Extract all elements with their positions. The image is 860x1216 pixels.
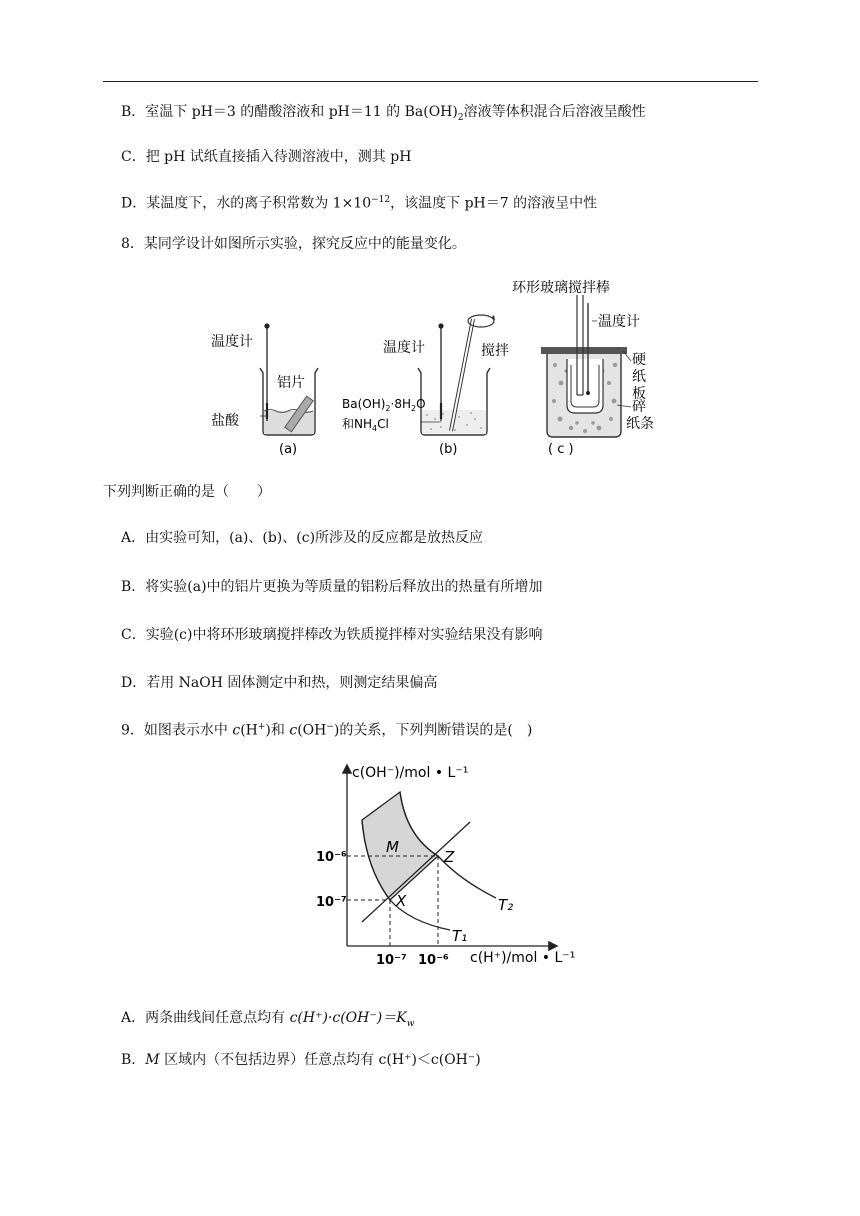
label-a-aluminum: 铝片 <box>277 375 305 391</box>
label-c-scrap-1: 碎 <box>632 399 646 415</box>
graph-point-m: M <box>386 838 399 856</box>
q9-stem: 9．如图表示水中 c(H+)和 c(OH−)的关系，下列判断错误的是( ) <box>121 722 533 739</box>
graph-y-tick-lo: 10⁻⁷ <box>316 895 347 910</box>
label-c-board-1: 硬 <box>632 352 646 368</box>
graph-y-tick-hi: 10⁻⁶ <box>316 850 347 865</box>
graph-point-z: Z <box>444 848 455 866</box>
q7-option-c: C．把 pH 试纸直接插入待测溶液中，测其 pH <box>121 149 412 165</box>
graph-y-label: c(OH⁻)/mol • L⁻¹ <box>352 765 469 781</box>
graph-x-tick-hi: 10⁻⁶ <box>418 953 449 968</box>
q8-stem: 8．某同学设计如图所示实验，探究反应中的能量变化。 <box>121 236 466 252</box>
label-b-thermometer: 温度计 <box>383 340 425 356</box>
q7-option-d: D．某温度下，水的离子积常数为 $1\times 10^{-12}$，该温度下 pH＝7 的溶液呈中性 <box>121 195 598 212</box>
graph-point-x: X <box>396 892 407 910</box>
q8-option-c: C．实验(c)中将环形玻璃搅拌棒改为铁质搅拌棒对实验结果没有影响 <box>121 627 543 643</box>
q8-figure <box>205 273 665 463</box>
label-c-board-2: 纸 <box>632 369 646 385</box>
q8-option-b: B．将实验(a)中的铝片更换为等质量的铝粉后释放出的热量有所增加 <box>121 579 543 595</box>
label-a-thermometer: 温度计 <box>211 334 253 350</box>
beaker-b <box>418 315 495 435</box>
graph-x-label: c(H⁺)/mol • L⁻¹ <box>470 950 576 966</box>
q9-graph <box>310 758 580 973</box>
label-c-board-3: 板 <box>632 386 646 402</box>
label-b-reagent1: $Ba(OH)_2\cdot 8H_2O$ <box>342 397 426 413</box>
label-c-scrap-2: 纸条 <box>626 416 654 432</box>
q9-option-a: A．两条曲线间任意点均有 $c(H^+)\cdot c(OH^-)=K_w$ <box>121 1010 415 1029</box>
label-b-reagent2: 和$NH_4Cl$ <box>342 417 389 433</box>
graph-curve-t1: T₁ <box>452 927 468 945</box>
caption-a: (a) <box>279 442 298 457</box>
q8-option-a: A．由实验可知，(a)、(b)、(c)所涉及的反应都是放热反应 <box>121 530 484 546</box>
q9-option-b: B．M 区域内（不包括边界）任意点均有 c(H⁺)＜c(OH⁻) <box>121 1052 481 1068</box>
label-c-stirrer: 环形玻璃搅拌棒 <box>512 280 610 296</box>
label-b-stir: 搅拌 <box>481 343 509 359</box>
q8-option-d: D．若用 NaOH 固体测定中和热，则测定结果偏高 <box>121 675 438 691</box>
label-a-acid: 盐酸 <box>211 413 239 429</box>
graph-curve-t2: T₂ <box>498 896 514 914</box>
graph-x-tick-lo: 10⁻⁷ <box>376 953 407 968</box>
label-c-thermometer: 温度计 <box>598 314 640 330</box>
q7-option-b: B．室温下 pH＝3 的醋酸溶液和 pH＝11 的 $Ba(OH)_2$溶液等体积混合后溶液呈酸性 <box>121 104 646 123</box>
caption-b: (b) <box>439 442 458 457</box>
header-rule <box>103 81 758 82</box>
q8-prompt: 下列判断正确的是（ ） <box>103 484 271 500</box>
caption-c: ( c ) <box>548 442 574 457</box>
